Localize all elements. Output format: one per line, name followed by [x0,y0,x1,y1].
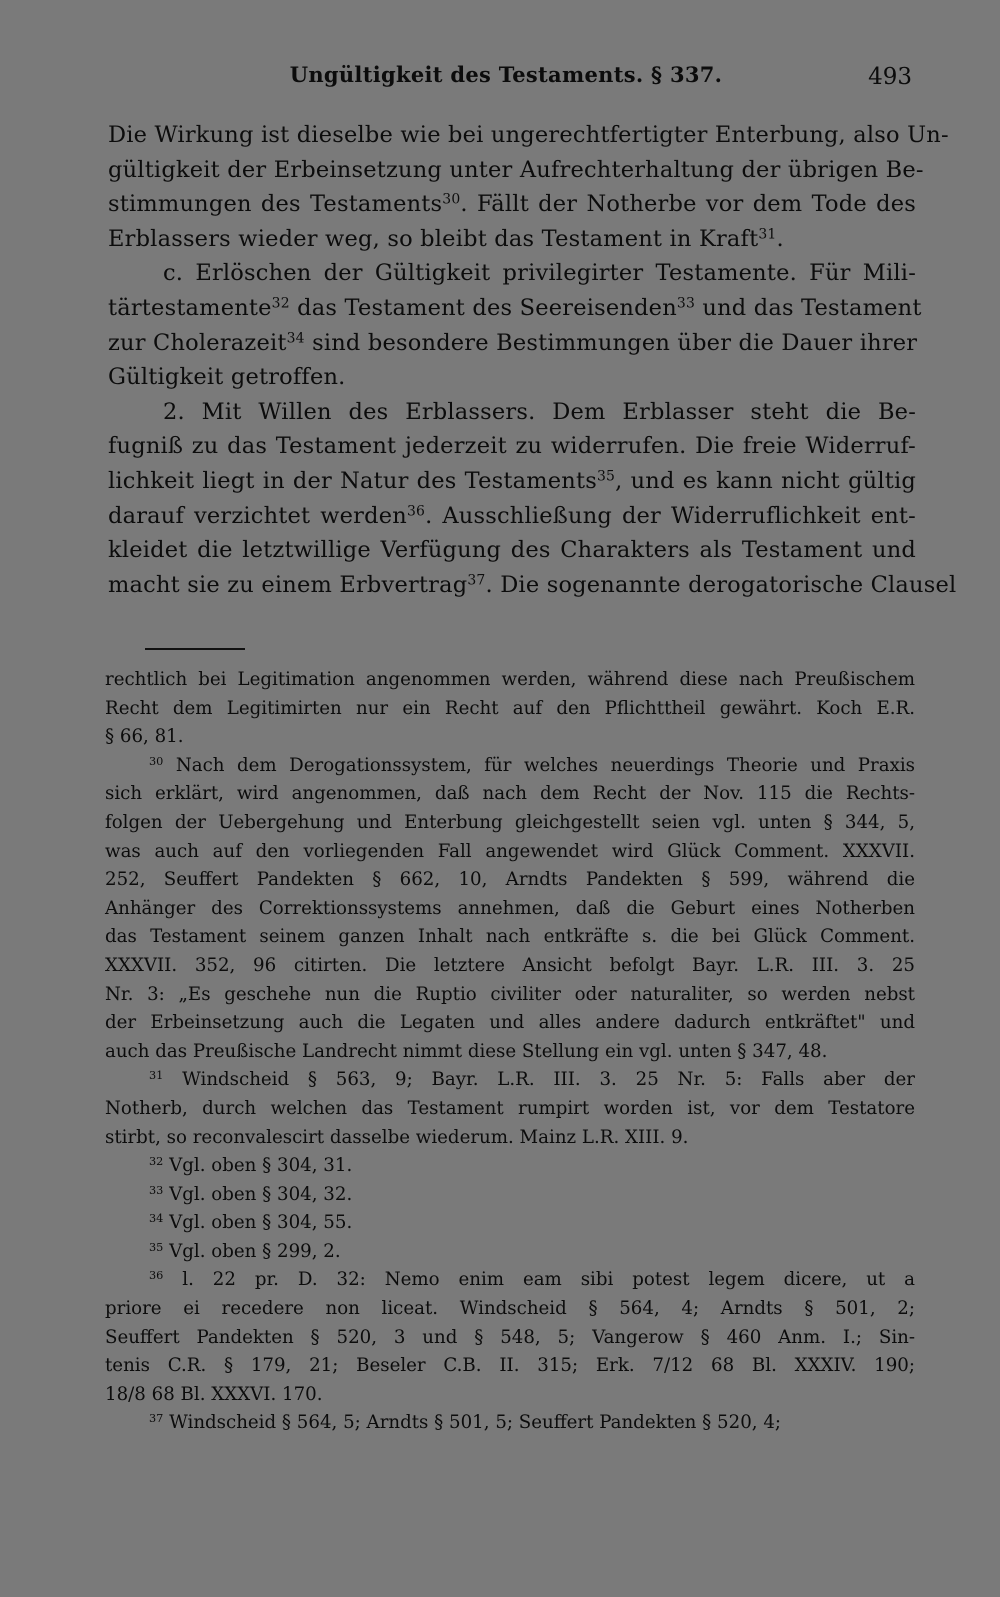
footnote-text: der Erbeinsetzung auch die Legaten und alles andere dadurch entkräftet" und [105,1012,915,1034]
line-text: und das Testament [695,294,922,321]
footnote-start [105,1152,915,1181]
footnote-start [105,1238,915,1267]
line-text: fugniß zu das Testament jederzeit zu widerrufen. Die freie Widerruf- [108,433,916,460]
line-text: Erblassers wieder weg, so bleibt das Testament in Kraft [108,225,759,252]
footnote-text: Nach dem Derogationssystem, für welches neuerdings Theorie und Praxis [175,754,915,776]
line-text: lichkeit liegt in der Natur des Testaments [108,467,597,494]
text-line [108,568,957,603]
line-text: darauf verzichtet werden [108,502,407,529]
footnote-ref: 36 [406,502,426,519]
footnote-line [105,780,915,809]
footnote-line [105,1381,915,1410]
line-text: das Testament des Seereisenden [289,294,677,321]
footnote-line [105,1295,915,1324]
running-title: Ungültigkeit des Testaments. § 337. [289,62,723,87]
footnote-text: priore ei recedere non liceat. Windscheid § 564, 4; Arndts § 501, 2; [105,1298,915,1320]
line-text: stimmungen des Testaments [108,191,443,218]
text-line [108,291,922,326]
text-line [108,499,916,534]
footnote-line [105,1352,915,1381]
footnote-text: auch das Preußische Landrecht nimmt diese Stellung ein vgl. unten § 347, 48. [105,1040,828,1062]
line-text: tärtestamente [108,294,272,321]
footnote-text: 252, Seuffert Pandekten § 662, 10, Arndts Pandekten § 599, während die [105,869,915,891]
footnote-line [105,1095,915,1124]
page-number: 493 [868,64,912,90]
footnote-line [105,838,915,867]
footnote-separator [145,648,245,650]
footnote-number: 32 [149,1154,164,1168]
line-text: . Ausschließung der Widerruflichkeit ent- [425,502,916,529]
line-text: . Fällt der Notherbe vor dem Tode des [460,191,916,218]
footnote-line [105,1038,915,1067]
text-line [108,326,916,361]
footnote-line [105,695,915,724]
footnote-text: Vgl. oben § 304, 31. [169,1155,353,1177]
text-line [108,533,916,568]
footnote-line [105,895,915,924]
footnote-line [105,1009,915,1038]
footnote-text: XXXVII. 352, 96 citirten. Die letztere Ansicht befolgt Bayr. L.R. III. 3. 25 [105,954,915,976]
footnote-line [105,1124,915,1153]
footnote-text: was auch auf den vorliegenden Fall angewendet wird Glück Comment. XXXVII. [105,840,915,862]
footnote-text: Vgl. oben § 304, 55. [169,1212,353,1234]
footnote-text: Windscheid § 563, 9; Bayr. L.R. III. 3. 25 Nr. 5: Falls aber der [182,1069,915,1091]
footnote-ref: 37 [467,572,486,589]
line-text: , und es kann nicht gültig [615,467,916,494]
line-text: sind besondere Bestimmungen über die Dauer ihrer [304,329,918,356]
footnote-text: Vgl. oben § 299, 2. [169,1240,341,1262]
text-line [108,118,949,153]
footnote-text: Windscheid § 564, 5; Arndts § 501, 5; Seuffert Pandekten § 520, 4; [169,1412,782,1434]
footnote-start [105,1181,915,1210]
text-line [108,429,916,464]
footnote-text: 18/8 68 Bl. XXXVI. 170. [105,1383,323,1405]
footnote-start [105,1209,915,1238]
footnote-number: 35 [149,1240,164,1254]
footnote-text: tenis C.R. § 179, 21; Beseler C.B. II. 315; Erk. 7/12 68 Bl. XXXIV. 190; [105,1355,915,1377]
page-header [100,62,912,102]
footnote-number: 33 [149,1183,164,1197]
footnote-line [105,1324,915,1353]
footnote-text: Recht dem Legitimirten nur ein Recht auf den Pflichttheil gewährt. Koch E.R. [105,697,915,719]
footnote-text: Seuffert Pandekten § 520, 3 und § 548, 5; Vangerow § 460 Anm. I.; Sin- [105,1326,915,1348]
footnote-start [105,1409,915,1438]
line-text: kleidet die letztwillige Verfügung des Charakters als Testament und [108,537,916,564]
text-line [108,256,916,291]
footnote-number: 31 [149,1069,164,1083]
text-line [108,464,916,499]
footnote-text: das Testament seinem ganzen Inhalt nach entkräfte s. die bei Glück Comment. [105,926,915,948]
footnote-ref: 32 [271,295,290,312]
text-line [108,187,916,222]
footnote-text: rechtlich bei Legitimation angenommen werden, während diese nach Preußischem [105,669,915,690]
line-text: . [776,225,784,252]
footnote-line [105,723,915,752]
text-line [108,360,916,395]
footnote-number: 36 [149,1269,164,1283]
footnote-text: stirbt, so reconvalescirt dasselbe wiederum. Mainz L.R. XIII. 9. [105,1126,689,1148]
footnote-ref: 33 [676,295,696,312]
text-line [108,222,916,257]
line-text: . Die sogenannte derogatorische Clausel [485,571,957,598]
line-text: gültigkeit der Erbeinsetzung unter Aufrechterhaltung der übrigen Be- [108,156,924,183]
footnote-text: Anhänger des Correktionssystems annehmen, daß die Geburt eines Notherben [105,897,915,919]
line-text: zur Cholerazeit [108,329,287,356]
footnote-text: § 66, 81. [105,726,184,748]
footnote-number: 30 [149,754,164,768]
footnote-line [105,952,915,981]
footnote-start [105,752,915,781]
footnote-text: Vgl. oben § 304, 32. [169,1183,353,1205]
footnote-number: 37 [149,1412,164,1426]
text-line [108,395,916,430]
footnote-line [105,866,915,895]
footnote-start [105,1066,915,1095]
text-line [108,153,924,188]
footnote-line [105,981,915,1010]
footnote-text: sich erklärt, wird angenommen, daß nach dem Recht der Nov. 115 die Rechts- [105,783,915,805]
footnote-start [105,1266,915,1295]
line-text: Gültigkeit getroffen. [108,364,346,391]
line-text: 2. Mit Willen des Erblassers. Dem Erblasser steht die Be- [163,398,916,425]
footnotes [105,666,915,1438]
line-text: c. Erlöschen der Gültigkeit privilegirter Testamente. Für Mili- [163,260,916,287]
footnote-line [105,923,915,952]
footnote-number: 34 [149,1212,164,1226]
footnote-ref: 31 [758,226,777,243]
footnote-ref: 30 [442,191,461,208]
footnote-line [105,809,915,838]
footnote-line [105,666,915,695]
footnote-text: folgen der Uebergehung und Enterbung gleichgestellt seien vgl. unten § 344, 5, [105,811,915,833]
footnote-text: Nr. 3: „Es geschehe nun die Ruptio civiliter oder naturaliter, so werden nebst [105,983,915,1005]
line-text: Die Wirkung ist dieselbe wie bei ungerechtfertigter Enterbung, also Un- [108,122,949,148]
main-text [108,118,957,602]
footnote-text: l. 22 pr. D. 32: Nemo enim eam sibi potest legem dicere, ut a [182,1269,915,1291]
footnote-ref: 34 [286,329,305,346]
line-text: macht sie zu einem Erbvertrag [108,571,468,598]
footnote-ref: 35 [596,468,616,485]
footnote-text: Notherb, durch welchen das Testament rumpirt worden ist, vor dem Testatore [105,1097,915,1119]
